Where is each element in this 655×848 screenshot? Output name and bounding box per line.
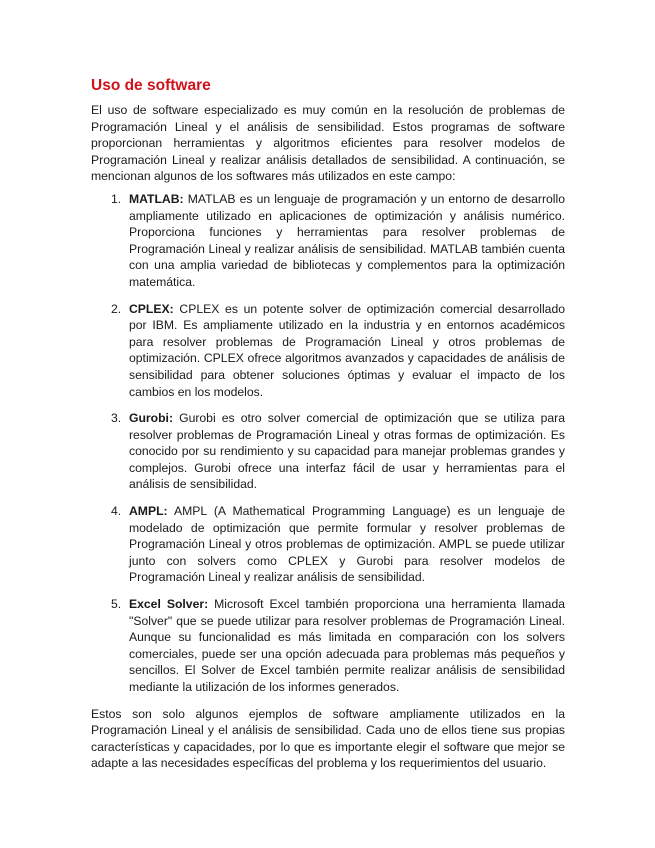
list-item-title: AMPL: xyxy=(129,504,168,519)
list-item-title: Excel Solver: xyxy=(129,597,209,612)
list-item-number: 4. xyxy=(111,504,122,519)
list-item-matlab xyxy=(91,191,565,291)
list-item-body xyxy=(129,596,565,696)
list-item-title: MATLAB: xyxy=(129,191,184,206)
list-item-body xyxy=(129,503,565,586)
list-item-cplex xyxy=(91,301,565,401)
list-item-text: AMPL (A Mathematical Programming Language) es un lenguaje de modelado de optimización que permite formular y resolver problemas de Programación Lineal y otros problemas de optimización. AMPL se puede utilizar junto con solvers como CPLEX y Gurobi para resolver modelos de Programación Lineal y realizar análisis de sensibilidad. xyxy=(129,504,565,585)
list-item-number: 5. xyxy=(111,597,122,612)
list-item-excel-solver xyxy=(91,596,565,696)
list-item-body xyxy=(129,410,565,493)
intro-paragraph: El uso de software especializado es muy común en la resolución de problemas de Programación Lineal y el análisis de sensibilidad. Estos programas de software proporcionan herramientas y algoritmos eficientes para resolver modelos de Programación Lineal y realizar análisis detallados de sensibilidad. A continuación, se mencionan algunos de los softwares más utilizados en este campo: xyxy=(91,103,565,184)
list-item-title: Gurobi: xyxy=(129,411,174,426)
list-item-text: Microsoft Excel también proporciona una herramienta llamada "Solver" que se puede utilizar para resolver problemas de Programación Lineal. Aunque su funcionalidad es más limitada en comparación con los solvers comerciales, puede ser una opción adecuada para problemas más pequeños y sencillos. El Solver de Excel también permite realizar análisis de sensibilidad mediante la utilización de los informes generados. xyxy=(129,597,565,694)
list-item-number: 1. xyxy=(111,191,122,206)
list-item-number: 3. xyxy=(111,411,122,426)
list-item-number: 2. xyxy=(111,301,122,316)
list-item-text: Gurobi es otro solver comercial de optimización que se utiliza para resolver problemas de Programación Lineal y otras formas de optimización. Es conocido por su rendimiento y su capacidad para manejar problemas grandes y complejos. Gurobi ofrece una interfaz fácil de usar y herramientas para el análisis de sensibilidad. xyxy=(129,411,565,492)
list-item-title: CPLEX: xyxy=(129,301,174,316)
section-heading: Uso de software xyxy=(91,77,211,94)
list-item-body xyxy=(129,191,565,291)
software-list xyxy=(91,191,565,696)
list-item-ampl xyxy=(91,503,565,586)
document-page xyxy=(91,76,565,772)
list-item-body xyxy=(129,301,565,401)
list-item-gurobi xyxy=(91,410,565,493)
list-item-text: MATLAB es un lenguaje de programación y un entorno de desarrollo ampliamente utilizado en aplicaciones de optimización y análisis numérico. Proporciona funciones y herramientas para resolver problemas de Programación Lineal y realizar análisis de sensibilidad. MATLAB también cuenta con una amplia variedad de bibliotecas y complementos para la optimización matemática. xyxy=(129,191,565,289)
list-item-text: CPLEX es un potente solver de optimización comercial desarrollado por IBM. Es ampliamente utilizado en la industria y en entornos académicos para resolver problemas de Programación Lineal y otros problemas de optimización. CPLEX ofrece algoritmos avanzados y capacidades de análisis de sensibilidad para obtener soluciones óptimas y evaluar el impacto de los cambios en los modelos. xyxy=(129,301,565,399)
closing-paragraph: Estos son solo algunos ejemplos de software ampliamente utilizados en la Programación Lineal y el análisis de sensibilidad. Cada uno de ellos tiene sus propias características y capacidades, por lo que es importante elegir el software que mejor se adapte a las necesidades específicas del problema y los requerimientos del usuario. xyxy=(91,706,565,771)
